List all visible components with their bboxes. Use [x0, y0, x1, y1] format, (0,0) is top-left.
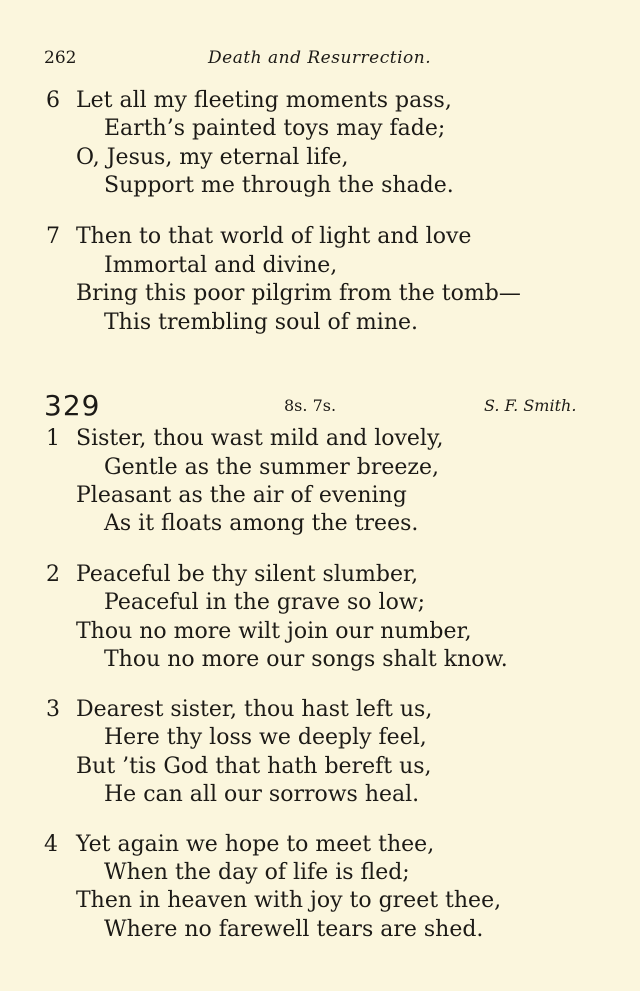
verse-line: He can all our sorrows heal.	[104, 782, 420, 807]
verse-line: Here thy loss we deeply feel,	[104, 725, 427, 750]
stanza-number: 3	[46, 697, 60, 722]
verse-line: Peaceful in the grave so low;	[104, 590, 426, 615]
verse-line: Thou no more our songs shalt know.	[104, 647, 508, 672]
stanza-number: 4	[44, 832, 58, 857]
stanza-number: 7	[46, 224, 60, 249]
stanza-number: 1	[46, 426, 60, 451]
hymn-number: 329	[44, 389, 101, 422]
verse-line: This trembling soul of mine.	[104, 310, 418, 335]
verse-line: Gentle as the summer breeze,	[104, 455, 440, 480]
verse-line: Pleasant as the air of evening	[76, 483, 407, 508]
verse-line: Dearest sister, thou hast left us,	[76, 697, 433, 722]
verse-line: Earth’s painted toys may fade;	[104, 116, 446, 141]
running-title: Death and Resurrection.	[208, 48, 432, 68]
verse-line: Then in heaven with joy to greet thee,	[76, 888, 502, 913]
verse-line: Peaceful be thy silent slumber,	[76, 562, 419, 587]
verse-line: When the day of life is fled;	[104, 860, 410, 885]
stanza-number: 2	[46, 562, 60, 587]
verse-line: Bring this poor pilgrim from the tomb—	[76, 281, 521, 306]
page-number: 262	[44, 48, 77, 68]
verse-line: Yet again we hope to meet thee,	[76, 832, 435, 857]
verse-line: Support me through the shade.	[104, 173, 454, 198]
verse-line: Sister, thou wast mild and lovely,	[76, 426, 444, 451]
verse-line: Where no farewell tears are shed.	[104, 917, 484, 942]
hymn-meter: 8s. 7s.	[284, 396, 337, 415]
verse-line: O, Jesus, my eternal life,	[76, 145, 349, 170]
verse-line: Thou no more wilt join our number,	[76, 619, 472, 644]
stanza-number: 6	[46, 88, 60, 113]
page-header	[44, 48, 604, 74]
hymn-author: S. F. Smith.	[484, 396, 577, 415]
verse-line: Immortal and divine,	[104, 253, 338, 278]
verse-line: As it floats among the trees.	[104, 511, 419, 536]
verse-line: Then to that world of light and love	[76, 224, 472, 249]
verse-line: Let all my fleeting moments pass,	[76, 88, 452, 113]
verse-line: But ’tis God that hath bereft us,	[76, 754, 432, 779]
